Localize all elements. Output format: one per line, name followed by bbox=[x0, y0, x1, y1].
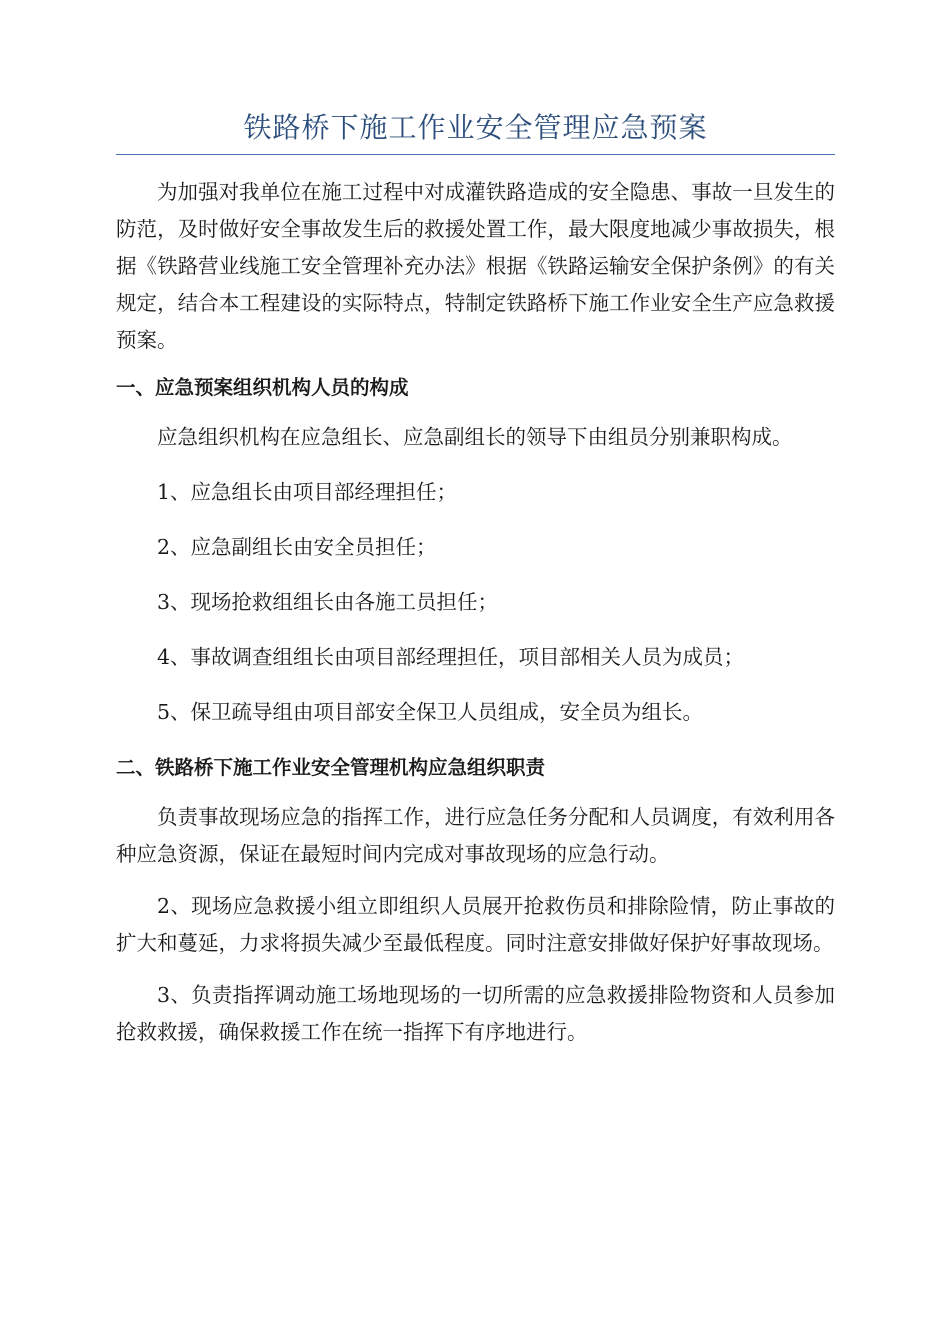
list-item: 1、应急组长由项目部经理担任； bbox=[157, 480, 458, 504]
document-page bbox=[116, 108, 835, 1051]
section-heading-1: 一、应急预案组织机构人员的构成 bbox=[116, 376, 409, 399]
list-item: 5、保卫疏导组由项目部安全保卫人员组成，安全员为组长。 bbox=[157, 700, 704, 724]
document-title: 铁路桥下施工作业安全管理应急预案 bbox=[116, 108, 835, 155]
list-item: 4、事故调查组组长由项目部经理担任，项目部相关人员为成员； bbox=[157, 645, 745, 669]
section1-paragraph: 应急组织机构在应急组长、应急副组长的领导下由组员分别兼职构成。 bbox=[157, 425, 793, 449]
section2-paragraph: 2、现场应急救援小组立即组织人员展开抢救伤员和排除险情，防止事故的扩大和蔓延，力求将损失减少至最低程度。同时注意安排做好保护好事故现场。 bbox=[116, 894, 835, 955]
section-heading-2: 二、铁路桥下施工作业安全管理机构应急组织职责 bbox=[116, 756, 546, 779]
list-item: 2、应急副组长由安全员担任； bbox=[157, 535, 437, 559]
section2-paragraph: 3、负责指挥调动施工场地现场的一切所需的应急救援排险物资和人员参加抢救救援，确保救援工作在统一指挥下有序地进行。 bbox=[116, 983, 835, 1044]
list-item: 3、现场抢救组组长由各施工员担任； bbox=[157, 590, 499, 614]
intro-paragraph: 为加强对我单位在施工过程中对成灌铁路造成的安全隐患、事故一旦发生的防范，及时做好安全事故发生后的救援处置工作，最大限度地减少事故损失，根据《铁路营业线施工安全管理补充办法》根据《铁路运输安全保护条例》的有关规定，结合本工程建设的实际特点，特制定铁路桥下施工作业安全生产应急救援预案。 bbox=[116, 180, 835, 352]
section2-paragraph: 负责事故现场应急的指挥工作，进行应急任务分配和人员调度，有效利用各种应急资源，保证在最短时间内完成对事故现场的应急行动。 bbox=[116, 805, 835, 866]
